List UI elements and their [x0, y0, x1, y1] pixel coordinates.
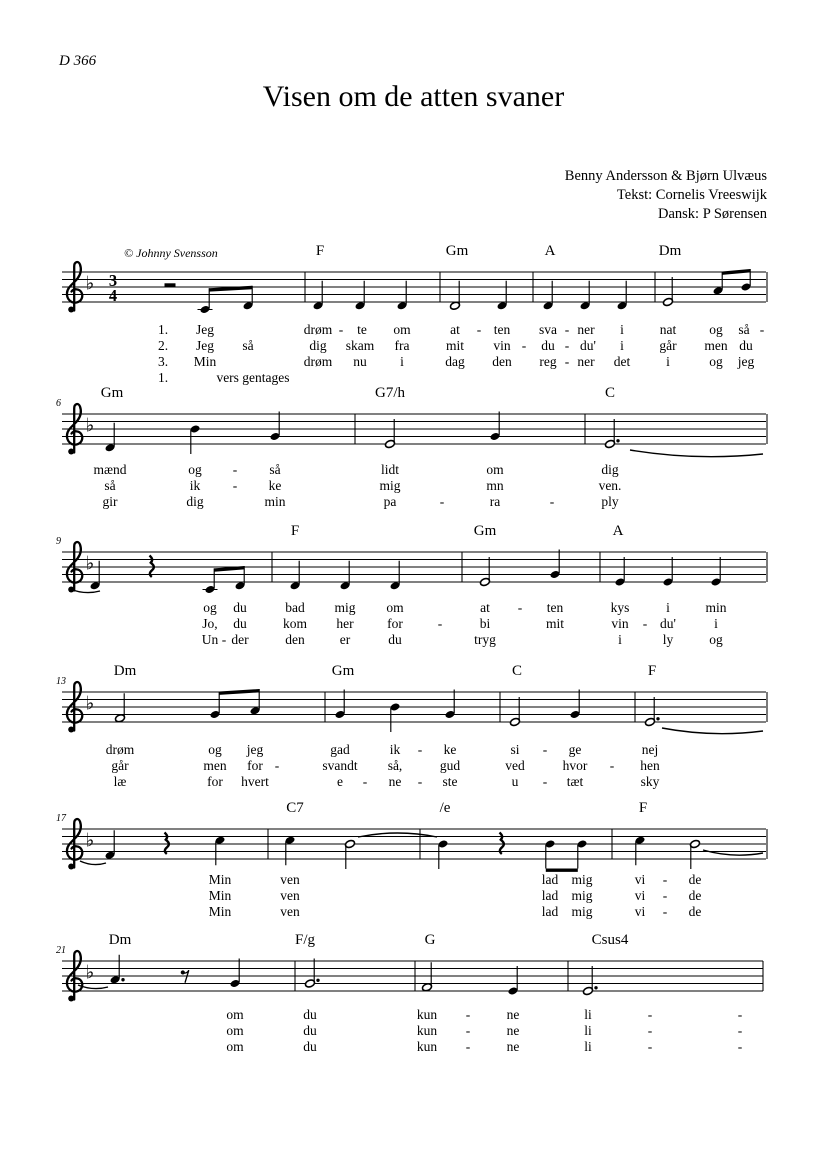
lyric-syllable: så — [738, 322, 750, 337]
staff-system-2 — [62, 404, 767, 457]
quarter-rest-icon — [165, 833, 169, 854]
lyric-syllable: hen — [640, 758, 660, 773]
chord-label: F — [290, 523, 300, 539]
lyric-syllable: og — [188, 462, 202, 477]
chord-label: A — [544, 243, 556, 259]
lyric-syllable: sky — [640, 774, 660, 789]
chord-label: Gm — [100, 385, 124, 401]
lyric-syllable: og — [208, 742, 222, 757]
lyric-syllable: hvor — [562, 758, 588, 773]
lyric-syllable: dag — [445, 354, 465, 369]
lyric-syllable: i — [618, 632, 622, 647]
measure-number: 9 — [56, 536, 61, 547]
lyric-syllable: kys — [610, 600, 630, 615]
lyric-syllable: dig — [309, 338, 327, 353]
key-signature-flat-icon: ♭ — [85, 414, 95, 437]
lyric-syllable: 1. — [157, 322, 169, 337]
chord-label: F/g — [294, 932, 316, 948]
lyric-syllable: du' — [660, 616, 676, 631]
lyric-syllable: for — [247, 758, 263, 773]
lyric-syllable: i — [714, 616, 718, 631]
key-signature-flat-icon: ♭ — [85, 552, 95, 575]
lyric-syllable: vers gentages — [216, 370, 290, 385]
lyric-syllable: drøm — [303, 354, 333, 369]
lyric-syllable: om — [226, 1007, 244, 1022]
lyric-syllable: 1. — [157, 370, 169, 385]
chord-label: Dm — [658, 243, 682, 259]
lyric-syllable: ven — [280, 904, 300, 919]
lyric-syllable: så, — [387, 758, 403, 773]
lyric-syllable: for — [207, 774, 223, 789]
chord-label: F — [315, 243, 325, 259]
lyric-syllable: jeg — [737, 354, 755, 369]
lyric-syllable: ra — [489, 494, 501, 509]
lyric-syllable: - — [465, 1039, 471, 1054]
lyric-syllable: går — [659, 338, 677, 353]
lyric-syllable: du — [541, 338, 555, 353]
chord-label: C7 — [286, 800, 304, 816]
measure-number: 13 — [56, 676, 66, 687]
lyric-syllable: - — [362, 774, 368, 789]
lyric-syllable: Min — [208, 888, 232, 903]
chord-label: /e — [439, 800, 451, 816]
lyric-syllable: fra — [394, 338, 410, 353]
lyric-syllable: - — [439, 494, 445, 509]
lyric-syllable: hvert — [241, 774, 269, 789]
chord-label: Csus4 — [591, 932, 629, 948]
lyric-syllable: vin — [611, 616, 629, 631]
lyric-syllable: - — [564, 322, 570, 337]
lyric-syllable: ik — [389, 742, 401, 757]
lyric-syllable: li — [584, 1039, 592, 1054]
lyric-syllable: at — [480, 600, 490, 615]
lyric-syllable: 3. — [157, 354, 169, 369]
time-signature-denominator: 4 — [108, 285, 118, 305]
key-signature-flat-icon: ♭ — [85, 272, 95, 295]
key-signature-flat-icon: ♭ — [85, 961, 95, 984]
lyric-syllable: - — [465, 1023, 471, 1038]
lyric-syllable: læ — [113, 774, 127, 789]
lyric-syllable: Min — [208, 872, 232, 887]
lyric-syllable: de — [688, 888, 702, 903]
lyric-syllable: pa — [383, 494, 397, 509]
lyric-syllable: ke — [268, 478, 282, 493]
lyric-syllable: - — [232, 478, 238, 493]
lyric-syllable: mig — [571, 888, 593, 903]
lyric-syllable: ly — [662, 632, 674, 647]
page-title: Visen om de atten svaner — [262, 80, 565, 113]
lyric-syllable: - — [417, 742, 423, 757]
lyric-syllable: skam — [345, 338, 375, 353]
staff-system-6 — [62, 951, 763, 1001]
lyric-syllable: e — [337, 774, 343, 789]
lyric-syllable: u — [511, 774, 519, 789]
lyric-syllable: og — [709, 632, 723, 647]
lyric-syllable: vi — [634, 904, 646, 919]
lyric-syllable: ne — [506, 1023, 520, 1038]
lyric-syllable: ner — [577, 354, 595, 369]
lyric-syllable: om — [226, 1023, 244, 1038]
lyric-syllable: - — [759, 322, 765, 337]
chord-label: G — [424, 932, 436, 948]
lyric-syllable: jeg — [246, 742, 264, 757]
measure-number: 21 — [56, 945, 66, 956]
lyric-syllable: drøm — [303, 322, 333, 337]
lyric-syllable: nu — [353, 354, 367, 369]
credit-lyricist: Tekst: Cornelis Vreeswijk — [616, 187, 767, 203]
chord-label: A — [612, 523, 624, 539]
lyric-syllable: du — [233, 600, 247, 615]
lyric-syllable: i — [400, 354, 404, 369]
lyric-syllable: - — [465, 1007, 471, 1022]
lyric-syllable: ved — [505, 758, 525, 773]
chord-label: C — [511, 663, 523, 679]
lyric-syllable: de — [688, 904, 702, 919]
chord-label: F — [647, 663, 657, 679]
eighth-rest-icon — [181, 970, 189, 983]
lyric-syllable: - — [338, 322, 344, 337]
chord-label: Gm — [473, 523, 497, 539]
lyric-syllable: - — [647, 1039, 653, 1054]
tie-curve — [630, 450, 763, 457]
lyric-syllable: vin — [493, 338, 511, 353]
lyric-syllable: lad — [541, 888, 559, 903]
lyric-syllable: og — [709, 354, 723, 369]
lyric-syllable: kun — [416, 1039, 438, 1054]
lyric-syllable: om — [486, 462, 504, 477]
lyric-syllable: mig — [571, 904, 593, 919]
lyric-syllable: dig — [186, 494, 204, 509]
lyric-syllable: du — [388, 632, 402, 647]
lyric-syllable: tæt — [566, 774, 584, 789]
lyric-syllable: Min — [208, 904, 232, 919]
lyric-syllable: - — [647, 1007, 653, 1022]
lyric-syllable: min — [705, 600, 727, 615]
lyric-syllable: te — [357, 322, 367, 337]
lyric-syllable: mænd — [93, 462, 127, 477]
lyric-syllable: mit — [545, 616, 565, 631]
lyric-syllable: at — [450, 322, 460, 337]
chord-label: Dm — [113, 663, 137, 679]
lyric-syllable: lad — [541, 904, 559, 919]
lyric-syllable: den — [492, 354, 512, 369]
lyric-syllable: lad — [541, 872, 559, 887]
lyric-syllable: ge — [568, 742, 582, 757]
lyric-syllable: - — [476, 322, 482, 337]
lyric-syllable: - — [662, 904, 668, 919]
lyric-syllable: ten — [546, 600, 564, 615]
lyric-syllable: du — [303, 1039, 317, 1054]
lyric-syllable: her — [336, 616, 354, 631]
lyric-syllable: Jeg — [196, 322, 214, 337]
staff-system-5 — [62, 819, 767, 872]
lyric-syllable: min — [264, 494, 286, 509]
lyric-syllable: - — [647, 1023, 653, 1038]
lyric-syllable: - — [609, 758, 615, 773]
lyric-syllable: mig — [379, 478, 401, 493]
lyric-syllable: - — [521, 338, 527, 353]
chord-label: F — [638, 800, 648, 816]
lyric-syllable: Jeg — [196, 338, 214, 353]
lyric-syllable: Un — [201, 632, 219, 647]
lyric-syllable: - — [737, 1023, 743, 1038]
credit-translator: Dansk: P Sørensen — [657, 206, 767, 222]
lyric-syllable: ner — [577, 322, 595, 337]
beam — [219, 689, 259, 695]
lyric-syllable: tryg — [474, 632, 496, 647]
lyric-syllable: reg — [539, 354, 557, 369]
lyric-syllable: - — [662, 888, 668, 903]
lyric-syllable: li — [584, 1007, 592, 1022]
lyric-syllable: vi — [634, 872, 646, 887]
tie-curve — [662, 728, 763, 734]
lyric-syllable: men — [704, 338, 728, 353]
lyric-syllable: mit — [445, 338, 465, 353]
lyric-syllable: gad — [330, 742, 350, 757]
lyric-syllable: om — [393, 322, 411, 337]
lyric-syllable: sva — [539, 322, 557, 337]
lyric-syllable: og — [203, 600, 217, 615]
lyric-syllable: - — [737, 1007, 743, 1022]
chord-label: C — [604, 385, 616, 401]
beam — [722, 269, 750, 275]
lyric-syllable: - — [542, 774, 548, 789]
lyric-syllable: så — [104, 478, 116, 493]
lyric-syllable: kun — [416, 1007, 438, 1022]
chord-label: G7/h — [375, 385, 405, 401]
lyric-syllable: - — [221, 632, 227, 647]
lyric-syllable: om — [386, 600, 404, 615]
lyric-syllable: - — [564, 354, 570, 369]
lyric-syllable: men — [203, 758, 227, 773]
lyric-syllable: i — [620, 322, 624, 337]
lyric-syllable: så — [242, 338, 254, 353]
key-signature-flat-icon: ♭ — [85, 829, 95, 852]
lyric-syllable: mig — [334, 600, 356, 615]
half-rest-icon — [165, 283, 176, 287]
lyric-syllable: - — [542, 742, 548, 757]
chord-label: Dm — [108, 932, 132, 948]
lyric-syllable: mig — [571, 872, 593, 887]
lyric-syllable: drøm — [105, 742, 135, 757]
lyric-syllable: Min — [193, 354, 217, 369]
lyric-syllable: kom — [282, 616, 308, 631]
measure-number: 6 — [56, 398, 61, 409]
lyric-syllable: li — [584, 1023, 592, 1038]
lyric-syllable: ven — [280, 888, 300, 903]
lyric-syllable: er — [339, 632, 351, 647]
lyric-syllable: ik — [189, 478, 201, 493]
lyric-syllable: du — [739, 338, 753, 353]
lyric-syllable: - — [642, 616, 648, 631]
lyric-syllable: i — [666, 354, 670, 369]
staff-system-4 — [62, 682, 767, 734]
time-signature-numerator: 3 — [108, 270, 118, 290]
lyric-syllable: ne — [506, 1007, 520, 1022]
lyric-syllable: ke — [443, 742, 457, 757]
lyric-syllable: ven — [280, 872, 300, 887]
lyric-syllable: gir — [102, 494, 118, 509]
credit-composer: Benny Andersson & Bjørn Ulvæus — [564, 168, 767, 184]
lyric-syllable: - — [517, 600, 523, 615]
lyric-syllable: - — [549, 494, 555, 509]
lyric-syllable: gud — [439, 758, 461, 773]
lyric-syllable: så — [269, 462, 281, 477]
measure-number: 17 — [56, 813, 66, 824]
lyric-syllable: om — [226, 1039, 244, 1054]
key-signature-flat-icon: ♭ — [85, 692, 95, 715]
lyric-syllable: nej — [641, 742, 659, 757]
lyric-syllable: du — [233, 616, 247, 631]
lyric-syllable: i — [666, 600, 670, 615]
lyric-syllable: - — [232, 462, 238, 477]
lyric-syllable: du — [303, 1023, 317, 1038]
lyric-syllable: ne — [388, 774, 402, 789]
chord-label: Gm — [445, 243, 469, 259]
lyric-syllable: dig — [601, 462, 619, 477]
lyric-syllable: ply — [601, 494, 619, 509]
lyric-syllable: ste — [442, 774, 458, 789]
lyric-syllable: de — [688, 872, 702, 887]
staff-system-1 — [62, 262, 767, 314]
lyric-syllable: - — [662, 872, 668, 887]
lyric-syllable: si — [510, 742, 520, 757]
lyric-syllable: der — [231, 632, 249, 647]
staff-system-3 — [62, 542, 767, 594]
lyric-syllable: bad — [285, 600, 305, 615]
lyric-syllable: den — [285, 632, 305, 647]
lyric-syllable: Jo, — [202, 616, 218, 631]
lyric-syllable: kun — [416, 1023, 438, 1038]
catalog-number: D 366 — [59, 53, 97, 69]
lyric-syllable: og — [709, 322, 723, 337]
copyright-notice: © Johnny Svensson — [124, 246, 218, 260]
lyric-syllable: for — [387, 616, 403, 631]
lyric-syllable: i — [620, 338, 624, 353]
lyric-syllable: mn — [486, 478, 504, 493]
lyric-syllable: vi — [634, 888, 646, 903]
lyric-syllable: 2. — [157, 338, 169, 353]
lyric-syllable: - — [437, 616, 443, 631]
quarter-rest-icon — [500, 833, 504, 854]
lyric-syllable: du' — [580, 338, 596, 353]
lyric-syllable: går — [111, 758, 129, 773]
lyric-syllable: nat — [659, 322, 677, 337]
quarter-rest-icon — [150, 556, 154, 577]
lyric-syllable: - — [274, 758, 280, 773]
chord-label: Gm — [331, 663, 355, 679]
lyric-syllable: ven. — [598, 478, 622, 493]
lyric-syllable: det — [613, 354, 631, 369]
lyric-syllable: lidt — [380, 462, 400, 477]
lyric-syllable: bi — [479, 616, 491, 631]
lyric-syllable: du — [303, 1007, 317, 1022]
lyric-syllable: - — [737, 1039, 743, 1054]
lyric-syllable: - — [417, 774, 423, 789]
tie-curve — [703, 850, 763, 855]
lyric-syllable: ne — [506, 1039, 520, 1054]
lyric-syllable: ten — [493, 322, 511, 337]
lyric-syllable: svandt — [322, 758, 358, 773]
lyric-syllable: - — [564, 338, 570, 353]
tie-curve — [80, 861, 106, 865]
